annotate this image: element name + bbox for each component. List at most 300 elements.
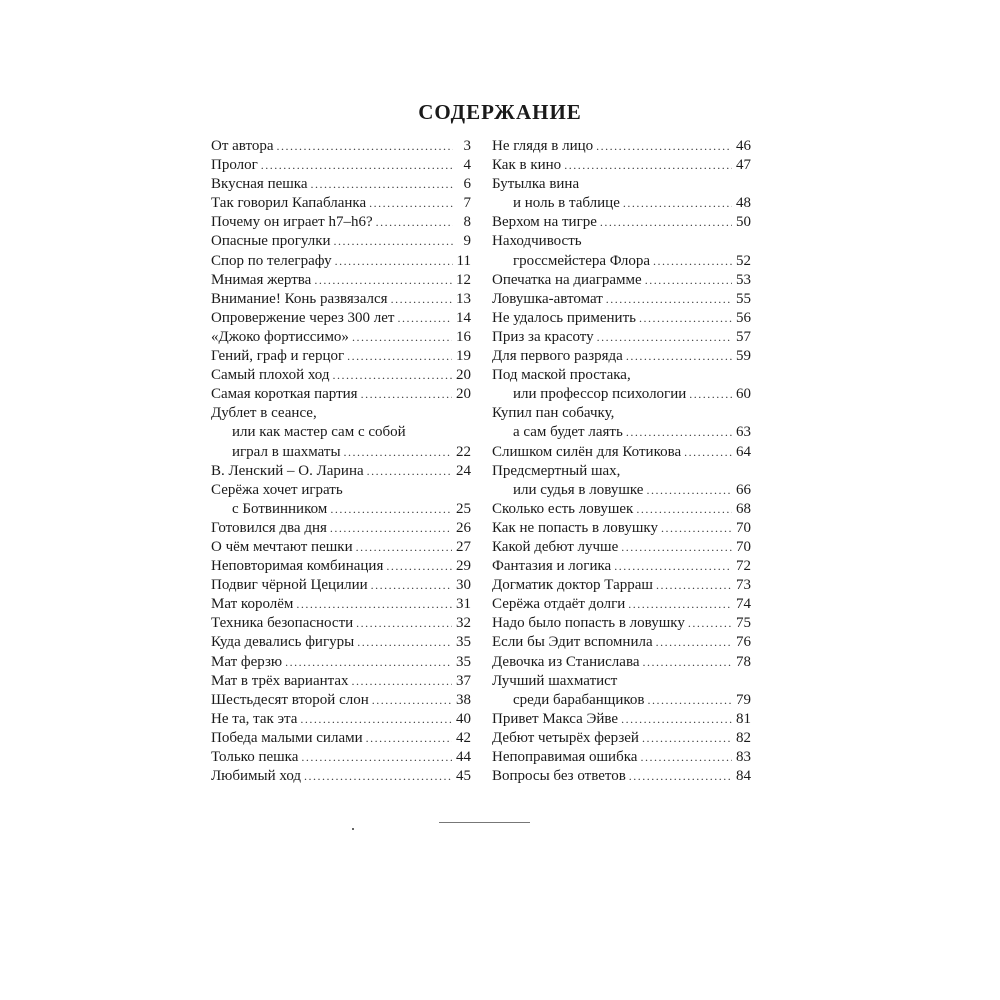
toc-entry-title: Ловушка-автомат <box>492 290 603 307</box>
toc-entry-title: Внимание! Конь развязался <box>211 290 388 307</box>
toc-entry <box>492 137 751 156</box>
toc-entry-page: 79 <box>736 691 751 708</box>
toc-entry-title: Не удалось применить <box>492 309 636 326</box>
toc-entry-title: Куда девались фигуры <box>211 634 355 651</box>
toc-entry-line <box>492 519 751 538</box>
toc-entry <box>492 404 751 442</box>
toc-entry-page: 19 <box>456 348 471 365</box>
toc-entry-page: 37 <box>456 672 471 689</box>
toc-entry-title: Слишком силён для Котикова <box>492 443 682 460</box>
toc-entry <box>211 767 471 786</box>
dot-leader <box>614 557 732 576</box>
toc-entry <box>211 232 471 251</box>
toc-entry-line <box>492 252 751 271</box>
toc-entry <box>492 729 751 748</box>
toc-entry-page: 35 <box>456 653 471 670</box>
toc-entry-page: 40 <box>456 710 471 727</box>
dot-leader <box>640 748 732 767</box>
toc-entry-title: Мат в трёх вариантах <box>211 672 349 689</box>
toc-entry <box>211 137 471 156</box>
dot-leader <box>642 653 732 672</box>
toc-entry-page: 75 <box>736 615 751 632</box>
toc-entry-line <box>492 443 751 462</box>
toc-entry-title: Почему он играет h7–h6? <box>211 214 373 231</box>
dot-leader <box>285 653 452 672</box>
dot-leader <box>300 710 452 729</box>
toc-entry-title: Догматик доктор Тарраш <box>492 577 653 594</box>
toc-entry <box>211 290 471 309</box>
dot-leader <box>334 232 453 251</box>
toc-entry-title: О чём мечтают пешки <box>211 538 353 555</box>
dot-leader <box>656 576 732 595</box>
toc-entry-line <box>492 271 751 290</box>
toc-entry <box>492 710 751 729</box>
toc-entry-page: 48 <box>736 195 751 212</box>
toc-entry-line <box>211 290 471 309</box>
dot-leader <box>356 538 452 557</box>
toc-entry <box>492 653 751 672</box>
toc-entry-line <box>492 691 751 710</box>
dot-leader <box>372 691 452 710</box>
toc-entry-page: 45 <box>456 768 471 785</box>
dot-leader <box>645 271 732 290</box>
toc-entry <box>211 156 471 175</box>
toc-entry-title: Надо было попасть в ловушку <box>492 615 685 632</box>
toc-entry <box>492 557 751 576</box>
toc-entry <box>492 633 751 652</box>
toc-entry <box>211 328 471 347</box>
toc-entry-title: Самая короткая партия <box>211 386 358 403</box>
toc-entry-page: 70 <box>736 538 751 555</box>
toc-entry <box>211 404 471 461</box>
dot-leader <box>653 252 732 271</box>
toc-entry-title: или профессор психологии <box>513 386 687 403</box>
toc-entry <box>492 347 751 366</box>
toc-entry-line <box>211 691 471 710</box>
toc-entry <box>492 156 751 175</box>
toc-entry <box>492 443 751 462</box>
dot-leader <box>639 309 732 328</box>
toc-entry-line <box>492 213 751 232</box>
toc-entry-page: 8 <box>463 214 471 231</box>
toc-column-right <box>492 137 751 786</box>
toc-entry-line <box>492 309 751 328</box>
toc-entry-title: Не глядя в лицо <box>492 138 594 154</box>
dot-leader <box>277 137 453 156</box>
toc-entry <box>492 232 751 270</box>
toc-entry <box>211 175 471 194</box>
dot-leader <box>296 595 452 614</box>
toc-entry-line <box>492 633 751 652</box>
dot-leader <box>304 767 452 786</box>
dot-leader <box>606 290 732 309</box>
toc-entry-title: Мнимая жертва <box>211 271 312 288</box>
toc-entry-title: с Ботвинником <box>232 500 328 517</box>
toc-entry <box>492 271 751 290</box>
toc-entry-page: 82 <box>736 729 751 746</box>
dot-leader <box>597 328 732 347</box>
closing-rule <box>439 822 530 823</box>
toc-entry-line <box>211 614 471 633</box>
toc-entry-title: Самый плохой ход <box>211 367 330 384</box>
dot-leader <box>661 519 732 538</box>
toc-entry-page: 72 <box>736 558 751 575</box>
toc-entry-line <box>492 538 751 557</box>
dot-leader <box>397 309 452 328</box>
dot-leader <box>311 175 453 194</box>
toc-entry <box>492 366 751 404</box>
toc-entry <box>211 748 471 767</box>
toc-entry-title: играл в шахматы <box>232 443 341 460</box>
toc-entry <box>492 614 751 633</box>
toc-entry <box>211 653 471 672</box>
toc-entry-title: Если бы Эдит вспомнила <box>492 634 653 651</box>
toc-entry <box>211 194 471 213</box>
toc-entry-title: Купил пан собачку, <box>492 405 615 422</box>
toc-entry-line <box>211 595 471 614</box>
toc-entry-title: Верхом на тигре <box>492 214 597 231</box>
toc-entry-page: 6 <box>463 176 471 193</box>
dot-leader <box>391 290 452 309</box>
toc-entry-line <box>492 500 751 519</box>
toc-entry-title: Привет Макса Эйве <box>492 710 619 727</box>
toc-entry-title: Бутылка вина <box>492 176 580 193</box>
dot-leader <box>621 710 732 729</box>
toc-entry <box>492 576 751 595</box>
toc-entry-title: Опечатка на диаграмме <box>492 271 642 288</box>
toc-entry-title: или судья в ловушке <box>513 481 644 498</box>
dot-leader <box>600 213 732 232</box>
dot-leader <box>628 595 732 614</box>
dot-leader <box>646 481 732 500</box>
toc-entry <box>492 309 751 328</box>
toc-entry-page: 12 <box>456 271 471 288</box>
toc-entry-line <box>492 729 751 748</box>
toc-entry-title: Так говорил Капабланка <box>211 195 367 212</box>
toc-entry-page: 52 <box>736 252 751 269</box>
toc-column-left <box>211 137 471 786</box>
toc-entry-title: Техника безопасности <box>211 615 354 632</box>
toc-entry-title: Мат королём <box>211 596 294 613</box>
toc-entry <box>211 710 471 729</box>
toc-entry-page: 70 <box>736 519 751 536</box>
dot-leader <box>371 576 452 595</box>
toc-entry-page: 16 <box>456 328 471 345</box>
toc-entry <box>211 385 471 404</box>
toc-entry-line <box>211 213 471 232</box>
toc-entry-page: 44 <box>456 749 471 765</box>
toc-entry-title: «Джоко фортиссимо» <box>211 328 349 345</box>
dot-leader <box>261 156 453 175</box>
toc-entry-title: Вопросы без ответов <box>492 768 626 785</box>
dot-leader <box>626 423 732 442</box>
toc-entry-title: Опровержение через 300 лет <box>211 309 395 326</box>
dot-leader <box>332 366 452 385</box>
toc-entry-title: Серёжа отдаёт долги <box>492 596 626 613</box>
dot-leader <box>357 633 452 652</box>
toc-entry-title: Вкусная пешка <box>211 176 308 193</box>
toc-entry-page: 32 <box>456 615 471 632</box>
toc-entry <box>492 328 751 347</box>
toc-entry <box>492 748 751 767</box>
toc-entry-title: Пролог <box>211 157 258 174</box>
toc-entry <box>211 309 471 328</box>
toc-entry <box>211 595 471 614</box>
toc-entry-page: 22 <box>456 443 471 460</box>
toc-entry-title: Предсмертный шах, <box>492 462 621 479</box>
toc-entry-page: 4 <box>463 157 471 174</box>
toc-entry-line <box>211 194 471 213</box>
toc-entry <box>492 462 751 500</box>
toc-entry <box>492 672 751 710</box>
toc-entry-line <box>211 328 471 347</box>
toc-entry-page: 29 <box>456 558 471 575</box>
dot-leader <box>636 500 732 519</box>
toc-entry-line <box>211 748 471 767</box>
toc-entry-page: 7 <box>463 195 471 212</box>
toc-entry-page: 42 <box>456 729 471 746</box>
toc-entry-page: 57 <box>736 328 751 345</box>
toc-entry-title: Опасные прогулки <box>211 233 331 250</box>
dot-leader <box>367 462 452 481</box>
toc-entry-line <box>211 404 471 423</box>
toc-entry <box>211 462 471 481</box>
toc-entry <box>211 213 471 232</box>
dot-leader <box>623 194 732 213</box>
toc-entry-title: а сам будет лаять <box>513 424 623 441</box>
dot-leader <box>647 691 732 710</box>
toc-entry-title: Серёжа хочет играть <box>211 481 343 498</box>
dot-leader <box>352 672 452 691</box>
toc-entry-line <box>211 557 471 576</box>
toc-entry-page: 81 <box>736 710 751 727</box>
toc-entry-page: 83 <box>736 749 751 765</box>
dot-leader <box>314 271 452 290</box>
toc-entry <box>211 557 471 576</box>
toc-entry-line <box>211 500 471 519</box>
toc-entry-title: Под маской простака, <box>492 367 631 384</box>
toc-entry-page: 20 <box>456 367 471 384</box>
toc-entry-line <box>492 137 751 156</box>
toc-entry-title: Фантазия и логика <box>492 558 612 575</box>
toc-entry-title: Приз за красоту <box>492 328 594 345</box>
dot-leader <box>564 156 732 175</box>
toc-entry <box>492 767 751 786</box>
toc-entry-line <box>492 175 751 194</box>
toc-entry-page: 20 <box>456 386 471 403</box>
toc-entry-title: Спор по телеграфу <box>211 252 332 269</box>
toc-entry-page: 27 <box>456 538 471 555</box>
toc-entry-page: 84 <box>736 768 751 785</box>
toc-entry-page: 50 <box>736 214 751 231</box>
toc-entry-line <box>492 710 751 729</box>
toc-entry-line <box>211 576 471 595</box>
toc-entry-line <box>492 423 751 442</box>
toc-entry-title: Дебют четырёх ферзей <box>492 729 639 746</box>
toc-entry-page: 38 <box>456 691 471 708</box>
toc-entry-line <box>211 653 471 672</box>
toc-entry-title: Сколько есть ловушек <box>492 500 634 517</box>
toc-entry-page: 68 <box>736 500 751 517</box>
toc-entry <box>492 595 751 614</box>
toc-entry-line <box>211 462 471 481</box>
toc-entry-page: 63 <box>736 424 751 441</box>
toc-entry-title: Как в кино <box>492 157 562 174</box>
toc-entry-page: 76 <box>736 634 751 651</box>
toc-entry <box>492 175 751 213</box>
toc-entry-title: Подвиг чёрной Цецилии <box>211 577 368 594</box>
toc-entry-line <box>211 519 471 538</box>
toc-entry-page: 74 <box>736 596 751 613</box>
toc-entry <box>211 729 471 748</box>
toc-entry-page: 35 <box>456 634 471 651</box>
toc-entry-line <box>492 653 751 672</box>
toc-entry <box>492 519 751 538</box>
toc-entry-line <box>211 385 471 404</box>
toc-entry-page: 73 <box>736 577 751 594</box>
toc-entry <box>492 290 751 309</box>
toc-entry <box>492 538 751 557</box>
toc-entry-line <box>211 137 471 156</box>
toc-entry <box>211 519 471 538</box>
toc-entry-line <box>492 481 751 500</box>
toc-entry-title: Неповторимая комбинация <box>211 558 384 575</box>
dot-leader <box>629 767 732 786</box>
toc-entry-line <box>492 672 751 691</box>
print-speck <box>352 828 354 830</box>
dot-leader <box>335 252 453 271</box>
toc-entry-page: 47 <box>736 157 751 174</box>
toc-entry-page: 31 <box>456 596 471 613</box>
toc-entry-title: Мат ферзю <box>211 653 283 670</box>
toc-entry-line <box>492 328 751 347</box>
toc-entry-page: 24 <box>456 462 471 479</box>
toc-entry-title: Девочка из Станислава <box>492 653 640 670</box>
toc-entry <box>211 633 471 652</box>
toc-entry <box>211 691 471 710</box>
toc-entry-line <box>492 595 751 614</box>
toc-entry-page: 59 <box>736 348 751 365</box>
dot-leader <box>361 385 452 404</box>
toc-entry-line <box>211 672 471 691</box>
toc-entry-page: 53 <box>736 271 751 288</box>
toc-entry-page: 26 <box>456 519 471 536</box>
dot-leader <box>344 443 452 462</box>
toc-entry-line <box>211 232 471 251</box>
toc-entry-page: 30 <box>456 577 471 594</box>
toc-entry <box>211 481 471 519</box>
toc-entry-title: Не та, так эта <box>211 710 298 727</box>
toc-entry-title: Любимый ход <box>211 768 302 785</box>
toc-entry-line <box>492 767 751 786</box>
toc-entry <box>492 500 751 519</box>
dot-leader <box>376 213 453 232</box>
toc-entry-title: Шестьдесят второй слон <box>211 691 369 708</box>
toc-entry-title: Непоправимая ошибка <box>492 749 638 765</box>
toc-entry-page: 60 <box>736 386 751 403</box>
toc-entry-line <box>211 767 471 786</box>
toc-entry-page: 3 <box>463 138 471 154</box>
dot-leader <box>352 328 452 347</box>
toc-entry <box>211 614 471 633</box>
page-title: СОДЕРЖАНИЕ <box>418 100 582 124</box>
toc-entry-line <box>211 252 471 271</box>
toc-entry-page: 9 <box>463 233 471 250</box>
toc-entry-line <box>211 309 471 328</box>
dot-leader <box>689 385 732 404</box>
toc-entry-title: среди барабанщиков <box>513 691 645 708</box>
toc-entry-page: 11 <box>456 252 471 269</box>
dot-leader <box>621 538 732 557</box>
toc-entry-title: От автора <box>211 138 274 154</box>
toc-entry-title: и ноль в таблице <box>513 195 620 212</box>
toc-entry-title: В. Ленский – О. Ларина <box>211 462 364 479</box>
toc-entry-title: Для первого разряда <box>492 348 623 365</box>
dot-leader <box>301 748 452 767</box>
toc-entry-title: гроссмейстера Флора <box>513 252 651 269</box>
toc-entry <box>211 538 471 557</box>
dot-leader <box>366 729 452 748</box>
toc-entry-title: Находчивость <box>492 233 582 250</box>
dot-leader <box>596 137 732 156</box>
toc-entry-page: 66 <box>736 481 751 498</box>
toc-entry-page: 25 <box>456 500 471 517</box>
toc-entry <box>211 576 471 595</box>
toc-entry-line <box>211 156 471 175</box>
toc-entry-line <box>211 729 471 748</box>
toc-entry-line <box>211 271 471 290</box>
toc-entry-line <box>492 194 751 213</box>
toc-entry <box>211 252 471 271</box>
toc-entry-line <box>211 443 471 462</box>
dot-leader <box>330 500 452 519</box>
toc-entry-page: 46 <box>736 138 751 154</box>
toc-entry-line <box>492 156 751 175</box>
toc-entry-line <box>211 423 471 442</box>
toc-entry-line <box>211 538 471 557</box>
toc-entry-title: Только пешка <box>211 749 299 765</box>
toc-entry <box>211 366 471 385</box>
dot-leader <box>626 347 732 366</box>
toc-entry-line <box>492 748 751 767</box>
toc-entry-line <box>492 366 751 385</box>
dot-leader <box>330 519 452 538</box>
toc-entry-line <box>211 710 471 729</box>
toc-entry <box>211 672 471 691</box>
dot-leader <box>688 614 732 633</box>
toc-entry <box>211 347 471 366</box>
toc-entry-page: 55 <box>736 290 751 307</box>
toc-entry-line <box>211 366 471 385</box>
toc-entry-title: Лучший шахматист <box>492 672 618 689</box>
toc-entry-title: Как не попасть в ловушку <box>492 519 658 536</box>
toc-entry-page: 56 <box>736 309 751 326</box>
toc-entry-title: или как мастер сам с собой <box>232 424 406 441</box>
dot-leader <box>369 194 453 213</box>
toc-entry <box>211 271 471 290</box>
toc-entry-line <box>492 290 751 309</box>
toc-entry-page: 78 <box>736 653 751 670</box>
dot-leader <box>386 557 452 576</box>
toc-entry <box>492 213 751 232</box>
toc-entry-title: Дублет в сеансе, <box>211 405 317 422</box>
toc-entry-line <box>492 614 751 633</box>
toc-entry-line <box>211 175 471 194</box>
toc-entry-line <box>492 576 751 595</box>
toc-entry-title: Готовился два дня <box>211 519 327 536</box>
toc-entry-line <box>492 385 751 404</box>
dot-leader <box>656 633 732 652</box>
